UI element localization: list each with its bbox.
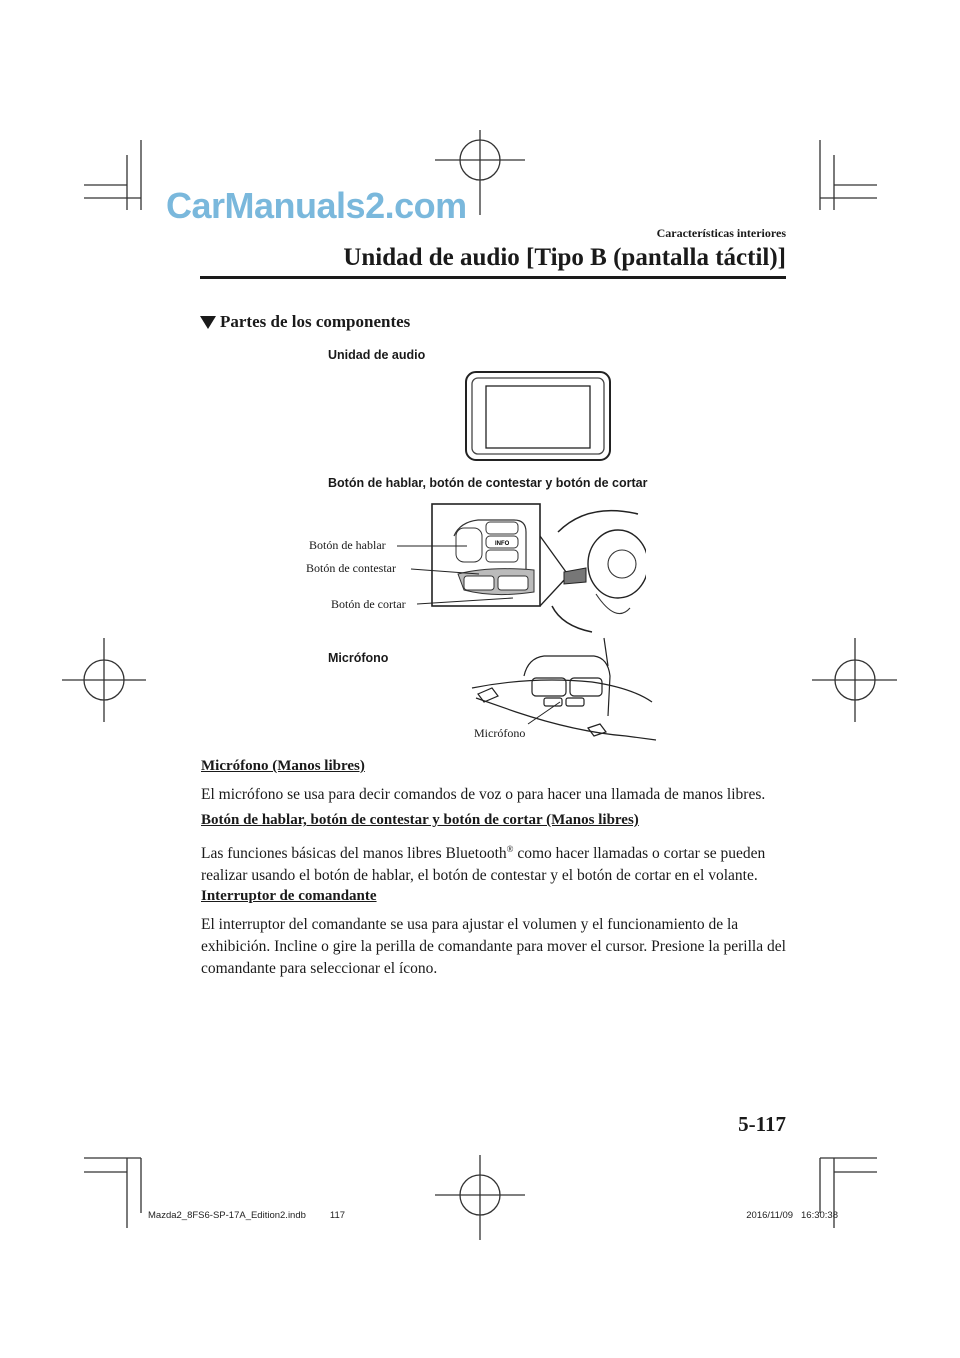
callout-answer-label: Botón de contestar bbox=[306, 561, 396, 575]
watermark-logo: CarManuals2.com bbox=[166, 185, 467, 226]
callout-talk-label: Botón de hablar bbox=[309, 538, 386, 552]
page-title: Unidad de audio [Tipo B (pantalla táctil)] bbox=[343, 244, 786, 271]
commander-heading: Interruptor de comandante bbox=[201, 888, 377, 904]
footer-file: Mazda2_8FS6-SP-17A_Edition2.indb bbox=[148, 1210, 306, 1221]
mic-body: El micrófono se usa para decir comandos de voz o para hacer una llamada de manos libres. bbox=[201, 786, 766, 803]
triangle-bullet-icon bbox=[200, 316, 216, 329]
mic-callout-label: Micrófono bbox=[474, 726, 526, 740]
buttons-caption: Botón de hablar, botón de contestar y botón de cortar bbox=[328, 476, 648, 490]
buttons-body-part-a: Las funciones básicas del manos libres Bluetooth bbox=[201, 845, 507, 863]
buttons-body-part-b: como hacer llamadas o cortar se pueden realizar usando el botón de hablar, el botón de contestar y el botón de cortar en el volante. bbox=[201, 845, 766, 885]
callout-leader-lines bbox=[395, 540, 535, 610]
subsection-title: Partes de los componentes bbox=[220, 312, 411, 331]
registered-mark: ® bbox=[506, 844, 514, 854]
footer-page: 117 bbox=[329, 1210, 346, 1221]
header-rule bbox=[200, 276, 786, 279]
page-number: 5-117 bbox=[738, 1112, 786, 1136]
mic-heading: Micrófono (Manos libres) bbox=[201, 758, 365, 774]
section-name: Características interiores bbox=[656, 226, 786, 240]
footer-time: 16:30:38 bbox=[801, 1210, 838, 1221]
print-footer bbox=[148, 1210, 838, 1221]
audio-unit-illustration bbox=[464, 370, 612, 462]
subsection-heading bbox=[200, 312, 410, 332]
commander-body: El interruptor del comandante se usa para ajustar el volumen y el funcionamiento de la exhibición. Incline o gire la perilla de comandante para mover el cursor. Presione la perilla del comandante para seleccionar el ícono. bbox=[201, 916, 786, 977]
mic-caption: Micrófono bbox=[328, 651, 389, 665]
audio-unit-caption: Unidad de audio bbox=[328, 348, 426, 362]
buttons-heading: Botón de hablar, botón de contestar y botón de cortar (Manos libres) bbox=[201, 812, 639, 828]
svg-text:INFO: INFO bbox=[495, 541, 510, 547]
buttons-body bbox=[201, 838, 791, 887]
footer-date: 2016/11/09 bbox=[746, 1210, 794, 1221]
callout-end-label: Botón de cortar bbox=[331, 597, 406, 611]
